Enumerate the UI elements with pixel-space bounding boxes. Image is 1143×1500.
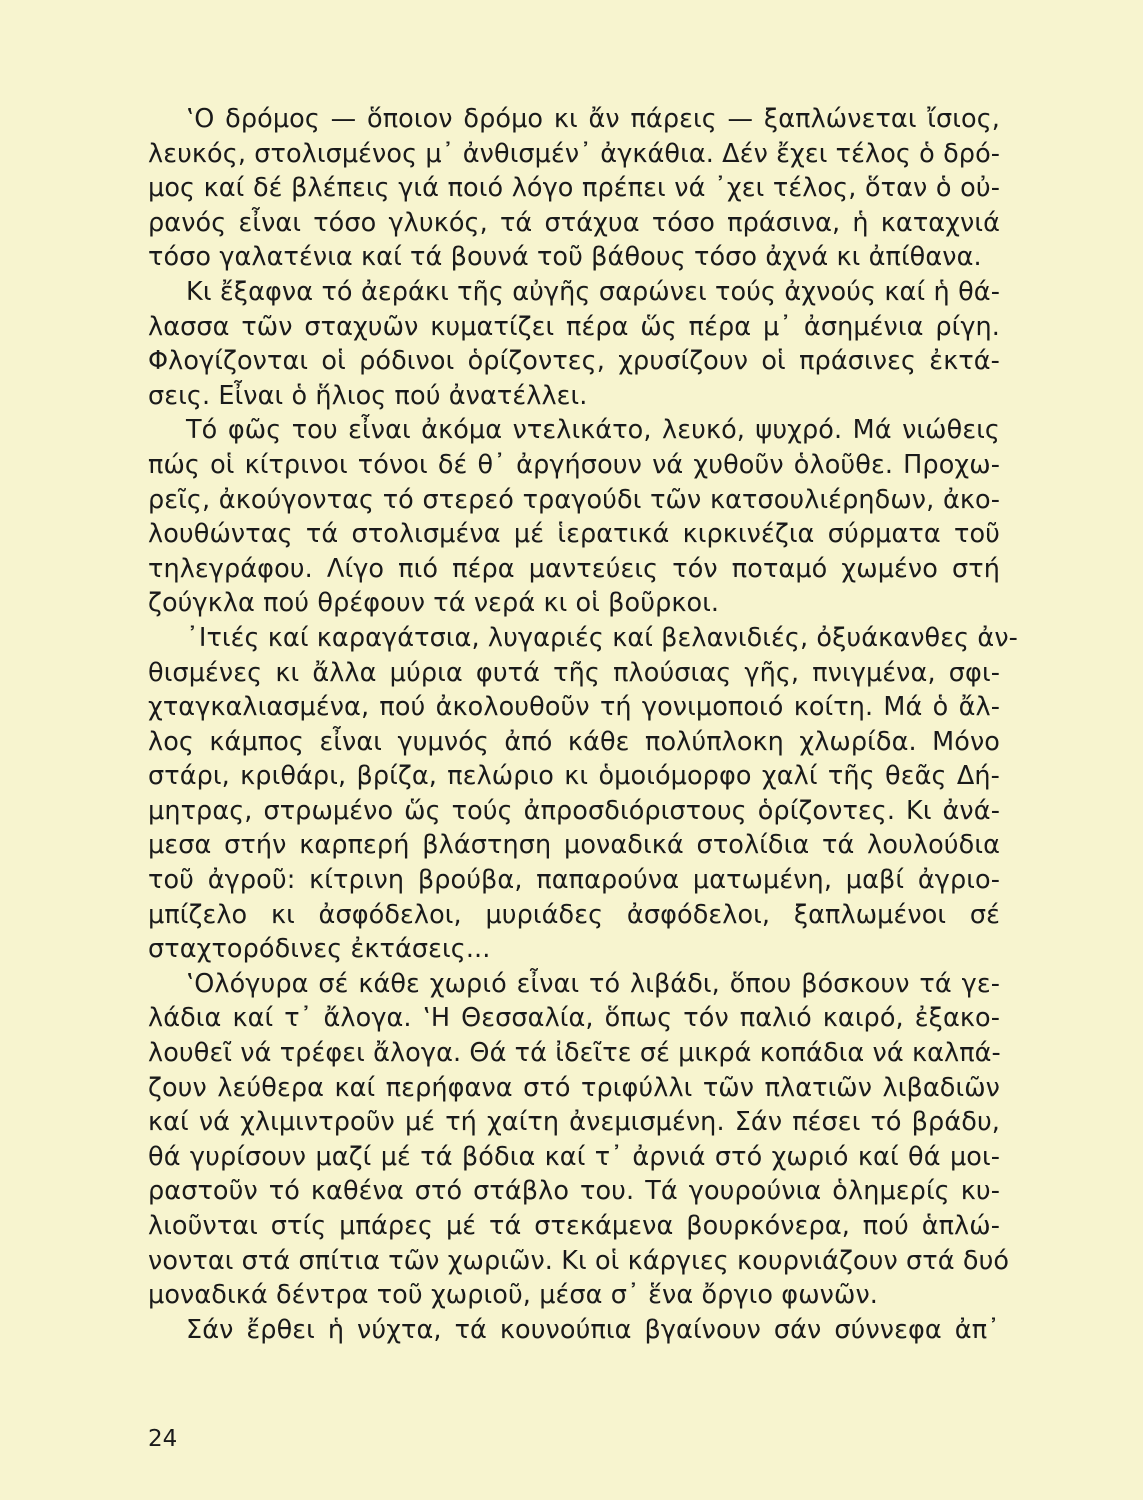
text-line: μος καί δέ βλέπεις γιά ποιό λόγο πρέπει νά ᾽χει τέλος, ὅταν ὁ οὐ- [148,173,1000,204]
text-line: λος κάμπος εἶναι γυμνός ἀπό κάθε πολύπλοκη χλωρίδα. Μόνο [148,726,1000,757]
text-line: Φλογίζονται οἱ ρόδινοι ὁρίζοντες, χρυσίζουν οἱ πράσινες ἐκτά- [148,346,1000,377]
text-line: λουθώντας τά στολισμένα μέ ἱερατικά κιρκινέζια σύρματα τοῦ [148,519,1000,550]
text-line: ‛Ολόγυρα σέ κάθε χωριό εἶναι τό λιβάδι, ὅπου βόσκουν τά γε- [186,968,1000,999]
text-line: Τό φῶς του εἶναι ἀκόμα ντελικάτο, λευκό, ψυχρό. Μά νιώθεις [186,415,1000,446]
text-line: ραστοῦν τό καθένα στό στάβλο του. Τά γουρούνια ὁλημερίς κυ- [148,1176,1000,1207]
text-line: τόσο γαλατένια καί τά βουνά τοῦ βάθους τόσο ἀχνά κι ἀπίθανα. [148,242,982,273]
text-line: πώς οἱ κίτρινοι τόνοι δέ θ᾽ ἀργήσουν νά χυθοῦν ὁλοῦθε. Προχω- [148,449,1000,480]
text-line: λασσα τῶν σταχυῶν κυματίζει πέρα ὥς πέρα μ᾽ ἀσημένια ρίγη. [148,311,1000,342]
text-line: λιοῦνται στίς μπάρες μέ τά στεκάμενα βουρκόνερα, πού ἁπλώ- [148,1211,1000,1241]
text-line: ‛Ο δρόμος — ὅποιον δρόμο κι ἄν πάρεις — ξαπλώνεται ἴσιος, [186,104,1000,134]
text-line: ζουν λεύθερα καί περήφανα στό τριφύλλι τῶν πλατιῶν λιβαδιῶν [148,1072,1000,1103]
text-line: σταχτορόδινες ἐκτάσεις... [148,934,491,965]
text-line: θισμένες κι ἄλλα μύρια φυτά τῆς πλούσιας γῆς, πνιγμένα, σφι- [148,657,1000,688]
text-line: μεσα στήν καρπερή βλάστηση μοναδικά στολίδια τά λουλούδια [148,830,1000,861]
text-line: λάδια καί τ᾽ ἄλογα. ‛Η Θεσσαλία, ὅπως τόν παλιό καιρό, ἐξακο- [148,1003,1000,1034]
text-line: θά γυρίσουν μαζί μέ τά βόδια καί τ᾽ ἀρνιά στό χωριό καί θά μοι- [148,1141,1000,1172]
text-line: νονται στά σπίτια τῶν χωριῶν. Κι οἱ κάργιες κουρνιάζουν στά δυό [148,1245,1010,1276]
text-line: Κι ἔξαφνα τό ἀεράκι τῆς αὐγῆς σαρώνει τούς ἀχνούς καί ἡ θά- [186,276,1000,307]
text-line: λευκός, στολισμένος μ᾽ ἀνθισμέν᾽ ἀγκάθια. Δέν ἔχει τέλος ὁ δρό- [148,138,1001,169]
body-text [148,102,1018,1347]
text-line: ζούγκλα πού θρέφουν τά νερά κι οἱ βοῦρκοι. [148,588,720,619]
text-line: ρανός εἶναι τόσο γλυκός, τά στάχυα τόσο πράσινα, ἡ καταχνιά [148,207,1000,238]
text-line: μητρας, στρωμένο ὥς τούς ἀπροσδιόριστους ὁρίζοντες. Κι ἀνά- [148,795,1000,826]
text-line: Σάν ἔρθει ἡ νύχτα, τά κουνούπια βγαίνουν σάν σύννεφα ἀπ᾽ [186,1314,1000,1345]
text-line: χταγκαλιασμένα, πού ἀκολουθοῦν τή γονιμοποιό κοίτη. Μά ὁ ἄλ- [148,692,1000,723]
text-line: σεις. Εἶναι ὁ ἥλιος πού ἀνατέλλει. [148,380,588,411]
page-number: 24 [148,1426,178,1452]
text-line: μοναδικά δέντρα τοῦ χωριοῦ, μέσα σ᾽ ἕνα ὄργιο φωνῶν. [148,1280,878,1311]
text-line: ᾽Ιτιές καί καραγάτσια, λυγαριές καί βελανιδιές, ὀξυάκανθες ἀν- [186,622,1018,653]
text-line: λουθεῖ νά τρέφει ἄλογα. Θά τά ἰδεῖτε σέ μικρά κοπάδια νά καλπά- [148,1038,1001,1069]
text-line: ρεῖς, ἀκούγοντας τό στερεό τραγούδι τῶν κατσουλιέρηδων, ἀκο- [148,484,1000,515]
text-line: καί νά χλιμιντροῦν μέ τή χαίτη ἀνεμισμένη. Σάν πέσει τό βράδυ, [148,1107,1000,1138]
text-line: μπίζελο κι ἀσφόδελοι, μυριάδες ἀσφόδελοι, ξαπλωμένοι σέ [148,899,1000,930]
text-line: τηλεγράφου. Λίγο πιό πέρα μαντεύεις τόν ποταμό χωμένο στή [148,553,1000,584]
text-line: στάρι, κριθάρι, βρίζα, πελώριο κι ὁμοιόμορφο χαλί τῆς θεᾶς Δή- [148,761,1000,792]
text-line: τοῦ ἀγροῦ: κίτρινη βρούβα, παπαρούνα ματωμένη, μαβί ἀγριο- [148,865,1000,896]
